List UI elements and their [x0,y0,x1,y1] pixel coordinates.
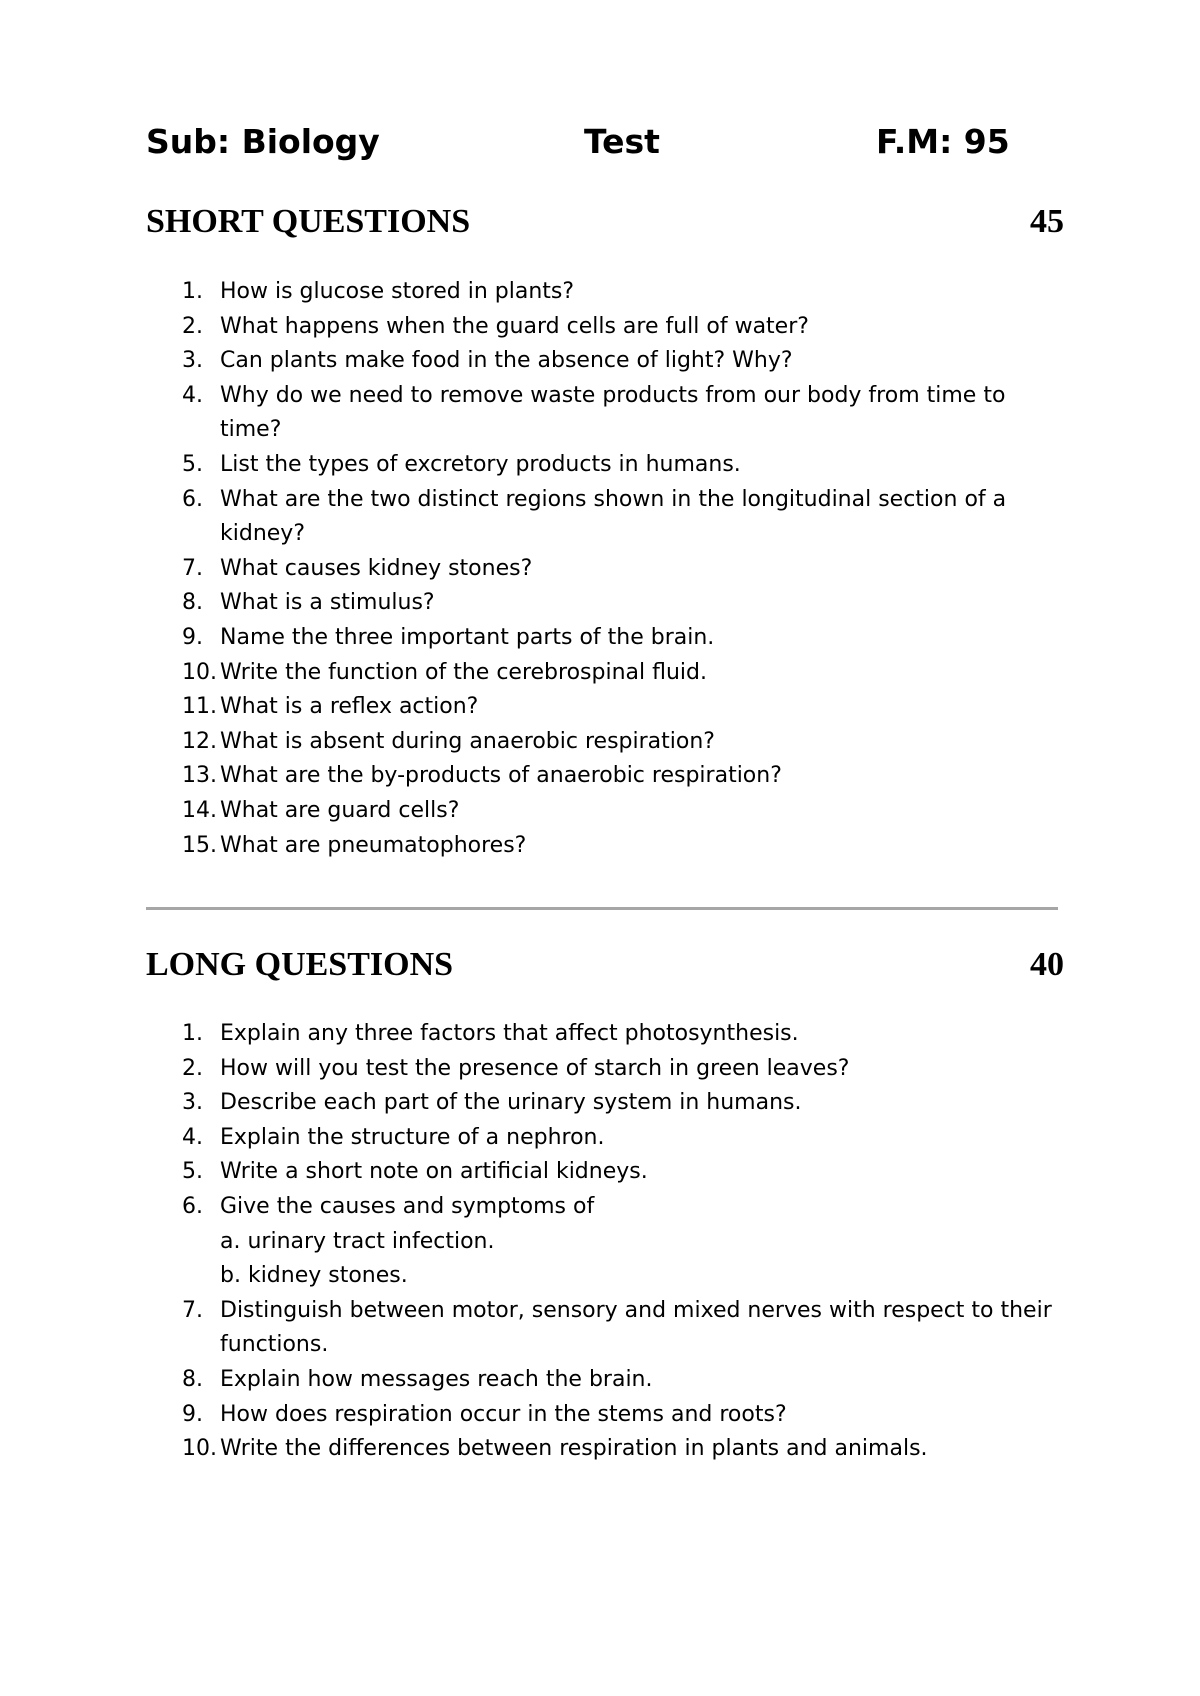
question-text: Write a short note on artificial kidneys. [220,1159,648,1185]
question-number: 7. [182,555,203,581]
question-item [182,275,1072,310]
question-number: 7. [182,1297,203,1323]
question-number: 8. [182,1366,203,1392]
question-number: 1. [182,279,203,304]
question-number: 13. [182,763,217,789]
question-number: 12. [182,728,217,754]
question-text: What are guard cells? [220,797,460,823]
question-number: 4. [182,1124,203,1150]
short-questions-list [182,275,1072,863]
question-item [182,794,1072,829]
question-item [182,621,1072,656]
sub-question: a. urinary tract infection. [220,1228,495,1254]
question-text: What is a reflex action? [220,694,479,720]
question-text: Can plants make food in the absence of light? Why? [220,348,793,374]
test-label: Test [584,122,660,161]
question-number: 1. [182,1021,203,1046]
question-text: Distinguish between motor, sensory and mixed nerves with respect to their functions. [220,1297,1052,1358]
question-number: 10. [182,1436,217,1462]
question-text: What are the by-products of anaerobic respiration? [220,763,782,789]
question-item [182,310,1072,345]
question-number: 5. [182,1159,203,1185]
section-divider [146,907,1058,910]
question-number: 11. [182,694,217,720]
question-item [182,448,1072,483]
question-text: What are the two distinct regions shown in the longitudinal section of a kidney? [220,486,1007,547]
question-text: How does respiration occur in the stems and roots? [220,1401,787,1427]
question-item [182,1190,1072,1294]
question-number: 4. [182,382,203,408]
question-item [182,1086,1072,1121]
question-number: 3. [182,348,203,374]
question-number: 9. [182,624,203,650]
short-section-title: SHORT QUESTIONS [146,203,471,240]
question-text: Why do we need to remove waste products from our body from time to time? [220,382,1006,443]
question-number: 2. [182,313,203,339]
question-number: 5. [182,451,203,477]
question-text: What are pneumatophores? [220,832,527,858]
paper-header [146,122,1066,170]
question-item [182,759,1072,794]
question-item [182,829,1072,864]
question-number: 3. [182,1090,203,1116]
question-text: What causes kidney stones? [220,555,533,581]
sub-question: b. kidney stones. [220,1263,408,1289]
question-text: Name the three important parts of the brain. [220,624,715,650]
question-text: Write the differences between respiration in plants and animals. [220,1436,928,1462]
question-text: Describe each part of the urinary system in humans. [220,1090,802,1116]
question-text: Explain any three factors that affect photosynthesis. [220,1021,799,1046]
question-item [182,1363,1072,1398]
question-item [182,725,1072,760]
question-number: 15. [182,832,217,858]
question-item [182,1121,1072,1156]
question-text: How is glucose stored in plants? [220,279,575,304]
question-number: 6. [182,1193,203,1219]
question-number: 6. [182,486,203,512]
long-section-title: LONG QUESTIONS [146,946,454,983]
question-number: 9. [182,1401,203,1427]
question-text: What happens when the guard cells are full of water? [220,313,809,339]
short-section-marks: 45 [1030,203,1064,240]
long-questions-list [182,1017,1072,1467]
question-item [182,1017,1072,1052]
long-questions-heading [146,946,1064,990]
question-number: 8. [182,590,203,616]
question-text: Write the function of the cerebrospinal fluid. [220,659,707,685]
question-number: 2. [182,1055,203,1081]
question-item [182,1294,1072,1363]
question-text: How will you test the presence of starch in green leaves? [220,1055,850,1081]
question-number: 10. [182,659,217,685]
question-text: What is absent during anaerobic respiration? [220,728,715,754]
question-item [182,690,1072,725]
full-marks-label: F.M: 95 [876,122,1010,161]
short-questions-heading [146,203,1064,247]
question-item [182,1432,1072,1467]
question-text: Give the causes and symptoms of [220,1193,595,1219]
question-item [182,552,1072,587]
question-item [182,586,1072,621]
question-item [182,379,1072,448]
question-item [182,483,1072,552]
subject-label: Sub: Biology [146,122,380,161]
question-item [182,344,1072,379]
question-item [182,1155,1072,1190]
question-text: List the types of excretory products in humans. [220,451,741,477]
question-text: What is a stimulus? [220,590,435,616]
long-section-marks: 40 [1030,946,1064,983]
question-item [182,656,1072,691]
question-number: 14. [182,797,217,823]
question-item [182,1052,1072,1087]
question-item [182,1398,1072,1433]
question-text: Explain how messages reach the brain. [220,1366,653,1392]
question-text: Explain the structure of a nephron. [220,1124,605,1150]
